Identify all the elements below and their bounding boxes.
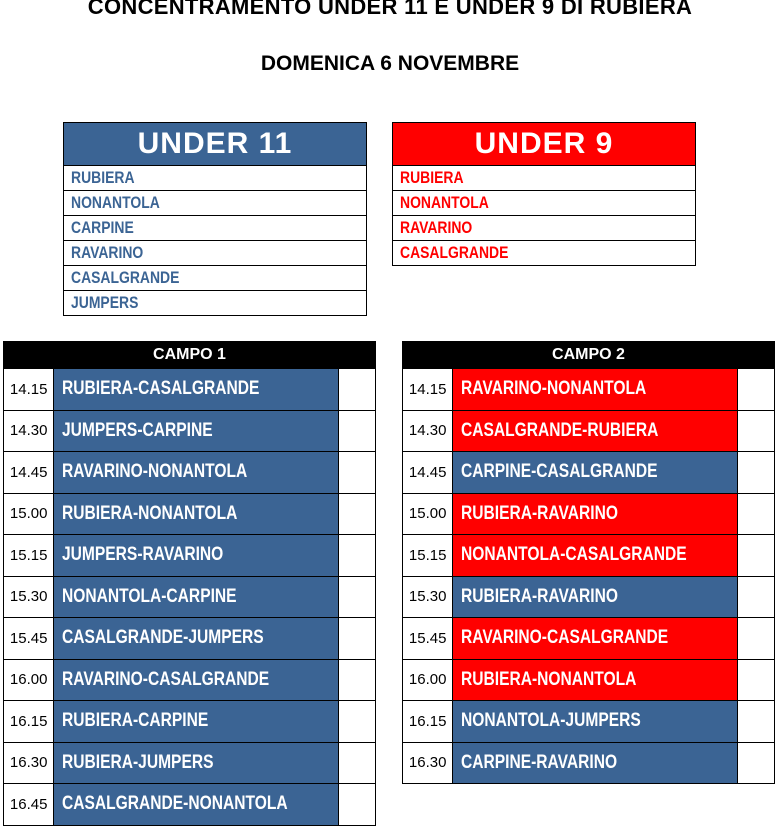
match-name: RAVARINO-CASALGRANDE (54, 659, 338, 701)
match-name: NONANTOLA-CARPINE (54, 576, 338, 618)
schedule-row (4, 493, 376, 535)
match-name: RAVARINO-NONANTOLA (453, 369, 737, 411)
match-time: 15.30 (403, 576, 453, 618)
empty-cell (338, 535, 375, 577)
schedule-row (4, 742, 376, 784)
match-time: 15.00 (4, 493, 54, 535)
match-time: 14.45 (403, 452, 453, 494)
match-time: 16.45 (4, 784, 54, 826)
under11-team: RAVARINO (64, 241, 367, 266)
match-name: RUBIERA-NONANTOLA (54, 493, 338, 535)
schedule-row (403, 659, 775, 701)
empty-cell (338, 452, 375, 494)
schedule-row (403, 369, 775, 411)
match-name: CARPINE-RAVARINO (453, 742, 737, 784)
under11-header: UNDER 11 (64, 123, 367, 166)
empty-cell (737, 369, 774, 411)
under11-teams-table (63, 122, 367, 316)
match-name: RUBIERA-JUMPERS (54, 742, 338, 784)
match-name: NONANTOLA-JUMPERS (453, 701, 737, 743)
match-name: JUMPERS-CARPINE (54, 410, 338, 452)
under9-team: RAVARINO (393, 216, 696, 241)
empty-cell (737, 493, 774, 535)
empty-cell (737, 659, 774, 701)
campo1-schedule (3, 341, 376, 826)
empty-cell (338, 576, 375, 618)
match-name: NONANTOLA-CASALGRANDE (453, 535, 737, 577)
match-name: JUMPERS-RAVARINO (54, 535, 338, 577)
match-name: RAVARINO-CASALGRANDE (453, 618, 737, 660)
empty-cell (338, 742, 375, 784)
match-name: RUBIERA-CARPINE (54, 701, 338, 743)
match-name: RUBIERA-RAVARINO (453, 576, 737, 618)
match-time: 16.00 (403, 659, 453, 701)
empty-cell (338, 784, 375, 826)
match-name: RUBIERA-RAVARINO (453, 493, 737, 535)
under11-team: JUMPERS (64, 291, 367, 316)
campo2-schedule (402, 341, 775, 784)
match-time: 15.15 (4, 535, 54, 577)
match-time: 14.30 (403, 410, 453, 452)
schedule-row (4, 659, 376, 701)
under11-team: RUBIERA (64, 166, 367, 191)
schedule-row (403, 410, 775, 452)
match-time: 15.00 (403, 493, 453, 535)
under11-team: CASALGRANDE (64, 266, 367, 291)
match-name: CASALGRANDE-JUMPERS (54, 618, 338, 660)
match-name: RAVARINO-NONANTOLA (54, 452, 338, 494)
empty-cell (737, 742, 774, 784)
empty-cell (338, 410, 375, 452)
schedule-row (4, 784, 376, 826)
match-time: 14.15 (4, 369, 54, 411)
schedule-row (4, 535, 376, 577)
empty-cell (737, 410, 774, 452)
schedule-row (403, 701, 775, 743)
campo1-header: CAMPO 1 (4, 342, 376, 369)
match-name: CASALGRANDE-NONANTOLA (54, 784, 338, 826)
schedule-row (4, 452, 376, 494)
empty-cell (737, 535, 774, 577)
match-time: 14.45 (4, 452, 54, 494)
empty-cell (338, 369, 375, 411)
schedule-row (4, 618, 376, 660)
match-time: 15.45 (4, 618, 54, 660)
under9-teams-table (392, 122, 696, 266)
empty-cell (737, 576, 774, 618)
match-time: 14.30 (4, 410, 54, 452)
match-time: 16.30 (403, 742, 453, 784)
schedule-row (403, 535, 775, 577)
empty-cell (338, 659, 375, 701)
match-name: RUBIERA-NONANTOLA (453, 659, 737, 701)
match-time: 16.15 (403, 701, 453, 743)
match-time: 16.15 (4, 701, 54, 743)
empty-cell (737, 452, 774, 494)
match-name: CARPINE-CASALGRANDE (453, 452, 737, 494)
match-time: 15.15 (403, 535, 453, 577)
under11-team: NONANTOLA (64, 191, 367, 216)
match-time: 16.00 (4, 659, 54, 701)
match-name: CASALGRANDE-RUBIERA (453, 410, 737, 452)
schedule-row (4, 701, 376, 743)
empty-cell (737, 618, 774, 660)
schedule-row (403, 742, 775, 784)
schedule-row (403, 576, 775, 618)
schedule-row (403, 452, 775, 494)
schedule-row (4, 576, 376, 618)
page-subtitle: DOMENICA 6 NOVEMBRE (260, 52, 520, 75)
schedule-row (403, 493, 775, 535)
under11-team: CARPINE (64, 216, 367, 241)
empty-cell (338, 618, 375, 660)
match-time: 15.45 (403, 618, 453, 660)
match-time: 15.30 (4, 576, 54, 618)
page-title: CONCENTRAMENTO UNDER 11 E UNDER 9 DI RUBIERA (87, 0, 693, 19)
under9-team: RUBIERA (393, 166, 696, 191)
under9-header: UNDER 9 (393, 123, 696, 166)
empty-cell (338, 493, 375, 535)
under9-team: NONANTOLA (393, 191, 696, 216)
match-time: 14.15 (403, 369, 453, 411)
schedule-row (4, 369, 376, 411)
schedule-row (4, 410, 376, 452)
under9-team: CASALGRANDE (393, 241, 696, 266)
empty-cell (338, 701, 375, 743)
empty-cell (737, 701, 774, 743)
match-name: RUBIERA-CASALGRANDE (54, 369, 338, 411)
schedule-row (403, 618, 775, 660)
match-time: 16.30 (4, 742, 54, 784)
campo2-header: CAMPO 2 (403, 342, 775, 369)
